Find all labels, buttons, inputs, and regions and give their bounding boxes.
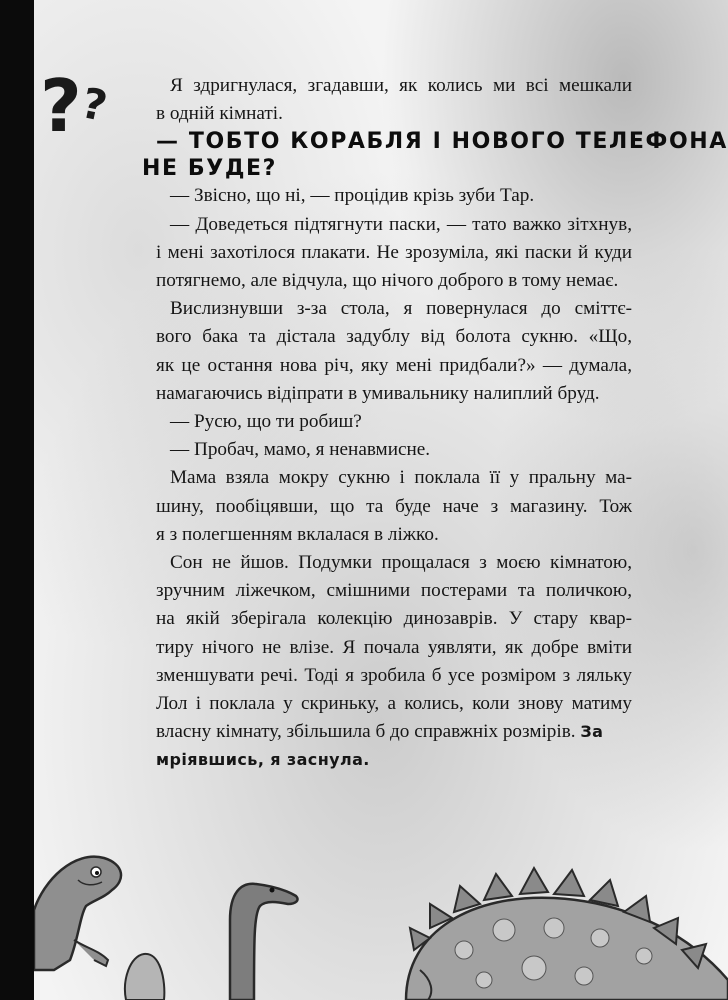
paragraph-3 <box>142 182 632 210</box>
text-line: і мені захотілося плакати. Не зрозуміла, які паски й куди <box>156 241 632 263</box>
paragraph-6 <box>142 408 632 436</box>
text-line: тиру нічого не влізе. Я почала уявляти, як добре вміти <box>156 636 632 658</box>
text-line: вого бака та дістала задублу від болота сукню. «Що, <box>156 326 632 348</box>
text-line: — Звісно, що ні, — процідив крізь зуби Тар. <box>170 185 535 207</box>
paragraph-4 <box>142 211 632 296</box>
text-line: зручним ліжечком, смішними постерами та поличкою, <box>156 580 632 602</box>
question-mark-small: ? <box>77 78 112 132</box>
text-line: як це остання нова річ, яку мені придбали?» — думала, <box>156 354 632 376</box>
paragraph-1 <box>142 72 632 128</box>
text-line: я з полегшенням вклалася в ліжко. <box>156 523 439 545</box>
text-line: зменшувати речі. Тоді я зробила б усе розміром з ляльку <box>156 664 632 686</box>
comic-inline-line: мріявшись, я заснула. <box>156 750 370 770</box>
text-line: Я здригнулася, згадавши, як колись ми всі мешкали <box>170 75 632 96</box>
text-line: в одній кімнаті. <box>156 103 283 125</box>
text-line: Мама взяла мокру сукню і поклала її у пральну ма- <box>170 467 632 489</box>
text-line: потягнемо, але відчула, що нічого доброго в тому немає. <box>156 270 619 292</box>
paragraph-7 <box>142 436 632 464</box>
body-text <box>142 72 728 775</box>
text-line-with-comic-tail <box>142 718 632 746</box>
text-line: Сон не йшов. Подумки прощалася з моєю кімнатою, <box>170 552 632 574</box>
comic-inline-start: За <box>580 722 604 742</box>
question-marks-icon <box>34 55 114 145</box>
long-neck-dinosaur <box>230 884 298 1000</box>
text-line: шину, пообіцявши, що та буде наче з магазину. Тож <box>156 495 632 517</box>
text-line: Лол і поклала у скриньку, а колись, коли знову матиму <box>156 693 632 715</box>
left-margin-band <box>0 0 34 1000</box>
paragraph-5 <box>142 295 632 408</box>
stegosaurus <box>406 868 728 1000</box>
text-line: — Русю, що ти робиш? <box>170 411 362 433</box>
text-line: — Доведеться підтягнути паски, — тато важко зітхнув, <box>170 213 632 235</box>
paragraph-8 <box>142 464 632 549</box>
text-line: на якій зберігала колекцію динозаврів. У стару квар- <box>156 608 632 630</box>
text-line: — Пробач, мамо, я ненавмисне. <box>170 439 431 461</box>
text-line: Вислизнувши з-за стола, я повернулася до сміттє- <box>170 298 632 320</box>
text-line: намагаючись відіпрати в умивальнику налиплий бруд. <box>156 382 600 404</box>
round-shape <box>125 954 164 1000</box>
question-mark-large: ? <box>40 64 82 145</box>
paragraph-9 <box>142 549 632 775</box>
left-dinosaur <box>34 857 121 970</box>
dinosaur-illustration-icon <box>34 820 728 1000</box>
comic-exclamation <box>142 128 728 182</box>
comic-line: — ТОБТО КОРАБЛЯ І НОВОГО ТЕЛЕФОНА <box>156 129 728 155</box>
comic-line: НЕ БУДЕ? <box>142 156 278 182</box>
text-segment: власну кімнату, збільшила б до справжніх розмірів. <box>156 721 576 743</box>
